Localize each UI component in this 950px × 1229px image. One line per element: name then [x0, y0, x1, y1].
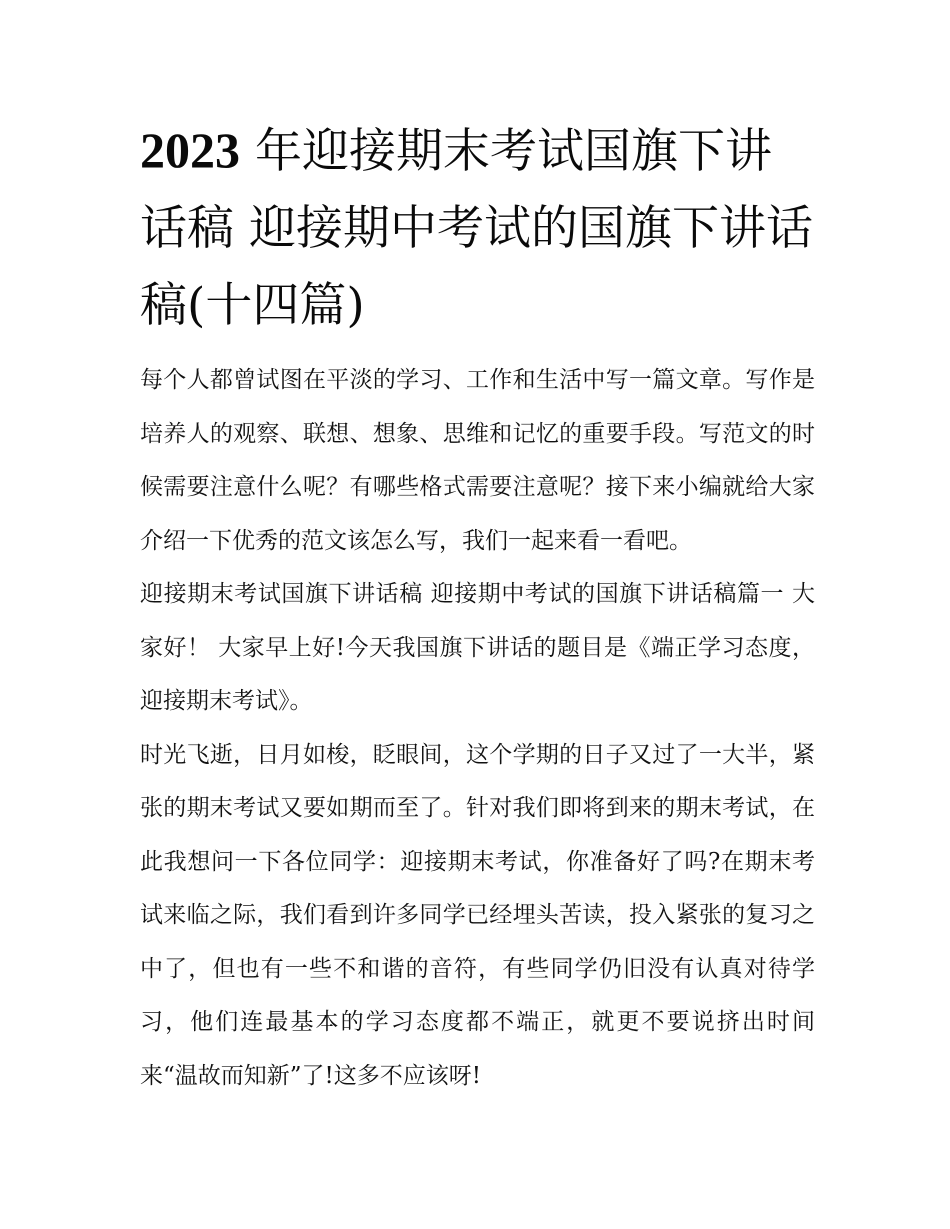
speech-heading-paragraph: 迎接期末考试国旗下讲话稿 迎接期中考试的国旗下讲话稿篇一 大家好！ 大家早上好!今天我国旗下讲话的题目是《端正学习态度，迎接期末考试》。	[140, 581, 815, 714]
title-text: 年迎接期末考试国旗下讲话稿 迎接期中考试的国旗下讲话稿(十四篇)	[140, 124, 813, 333]
intro-paragraph: 每个人都曾试图在平淡的学习、工作和生活中写一篇文章。写作是培养人的观察、联想、想象、思维和记忆的重要手段。写范文的时候需要注意什么呢？有哪些格式需要注意呢？接下来小编就给大家介绍一下优秀的范文该怎么写，我们一起来看一看吧。	[140, 367, 815, 554]
document-page	[140, 112, 815, 1103]
document-title	[140, 112, 815, 344]
speech-body-paragraph: 时光飞逝，日月如梭，眨眼间，这个学期的日子又过了一大半，紧张的期末考试又要如期而至了。针对我们即将到来的期末考试，在此我想问一下各位同学：迎接期末考试，你准备好了吗?在期末考试来临之际，我们看到许多同学已经埋头苦读，投入紧张的复习之中了，但也有一些不和谐的音符，有些同学仍旧没有认真对待学习，他们连最基本的学习态度都不端正，就更不要说挤出时间来“温故而知新”了!这多不应该呀!	[140, 741, 815, 1089]
title-year: 2023	[140, 122, 240, 178]
